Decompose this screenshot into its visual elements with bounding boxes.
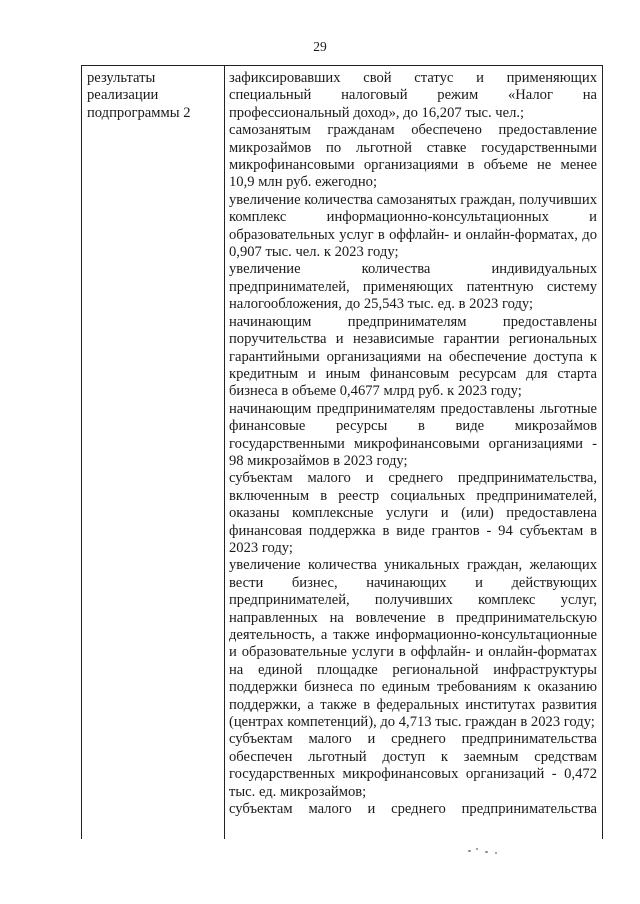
row-label: результаты реализации подпрограммы 2 bbox=[87, 70, 191, 121]
results-list bbox=[229, 70, 597, 818]
scan-speck bbox=[485, 851, 488, 853]
scan-speck bbox=[468, 850, 471, 852]
result-item: субъектам малого и среднего предпринимательства обеспечен льготный доступ к заемным средствам государственных микрофинансовых организаций - 0,472 тыс. ед. микрозаймов; bbox=[229, 731, 597, 800]
scan-speck bbox=[495, 852, 497, 854]
column-divider bbox=[224, 66, 225, 839]
result-item: субъектам малого и среднего предпринимательства bbox=[229, 801, 597, 818]
result-item: увеличение количества индивидуальных предпринимателей, применяющих патентную систему налогообложения, до 25,543 тыс. ед. в 2023 году; bbox=[229, 261, 597, 313]
result-item: увеличение количества уникальных граждан, желающих вести бизнес, начинающих и действующих предпринимателей, получивших комплекс услуг, направленных на вовлечение в предпринимательскую деятельность, а также информационно-консультационные и образовательные услуги в оффлайн- и онлайн-форматах на единой площадке региональной инфраструктуры поддержки бизнеса по единым требованиям к оказанию поддержки, а также в федеральных институтах развития (центрах компетенций), до 4,713 тыс. граждан в 2023 году; bbox=[229, 557, 597, 731]
result-item: начинающим предпринимателям предоставлены поручительства и независимые гарантии региональных гарантийными организациями на обеспечение доступа к кредитным и иным финансовым ресурсам для старта бизнеса в объеме 0,4677 млрд руб. к 2023 году; bbox=[229, 313, 597, 400]
result-item: субъектам малого и среднего предпринимательства, включенным в реестр социальных предпринимателей, оказаны комплексные услуги и (или) предоставлена финансовая поддержка в виде грантов - 94 субъектам в 2023 году; bbox=[229, 470, 597, 556]
result-item: увеличение количества самозанятых граждан, получивших комплекс информационно-консультационных и образовательных услуг в оффлайн- и онлайн-форматах, до 0,907 тыс. чел. к 2023 году; bbox=[229, 191, 597, 261]
result-item: зафиксировавших свой статус и применяющих специальный налоговый режим «Налог на профессиональный доход», до 16,207 тыс. чел.; bbox=[229, 70, 597, 121]
results-table bbox=[81, 65, 603, 839]
page-number: 29 bbox=[313, 39, 327, 54]
result-item: самозанятым гражданам обеспечено предоставление микрозаймов по льготной ставке государственными микрофинансовыми организациями в объеме не менее 10,9 млн руб. ежегодно; bbox=[229, 122, 597, 191]
result-item: начинающим предпринимателям предоставлены льготные финансовые ресурсы в виде микрозаймов государственными микрофинансовыми организациями - 98 микрозаймов в 2023 году; bbox=[229, 400, 597, 469]
scan-speck bbox=[476, 848, 478, 850]
